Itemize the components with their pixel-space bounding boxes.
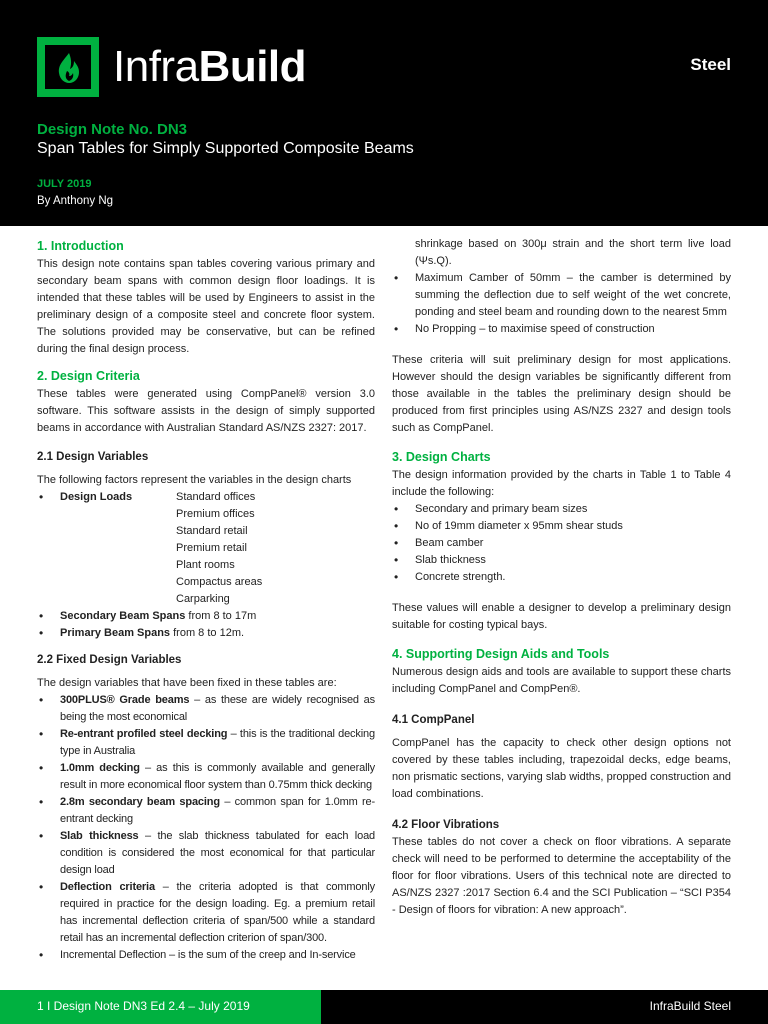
list-item bbox=[37, 625, 375, 642]
author-line: By Anthony Ng bbox=[37, 195, 114, 207]
design-load-item: Premium retail bbox=[176, 542, 247, 554]
primary-spans-text: from 8 to 12m. bbox=[170, 627, 245, 639]
section-heading-design-criteria: 2. Design Criteria bbox=[37, 369, 140, 383]
design-charts-intro: The design information provided by the charts in Table 1 to Table 4 include the following: bbox=[392, 469, 731, 498]
list-item bbox=[37, 947, 375, 964]
list-item bbox=[37, 489, 375, 506]
brand-suffix: Build bbox=[198, 42, 307, 91]
continued-paragraph: shrinkage based on 300μ strain and the short term live load (Ψs.Q). bbox=[415, 238, 731, 267]
footer-page-info: 1 I Design Note DN3 Ed 2.4 – July 2019 bbox=[37, 999, 250, 1013]
flame-logo-icon bbox=[37, 37, 99, 97]
item-text: – as these are widely recognised as being the most economical bbox=[60, 694, 375, 723]
item-label: Deflection criteria bbox=[60, 881, 155, 893]
design-loads-list bbox=[37, 506, 375, 608]
list-item: • Maximum Camber of 50mm – the camber is determined by summing the deflection due to self weight of the wet concrete, ponding and steel beam and rounding down to the nearest 5mm bbox=[392, 270, 731, 321]
list-item bbox=[37, 879, 375, 947]
list-item bbox=[37, 608, 375, 625]
section-heading-design-charts: 3. Design Charts bbox=[392, 450, 491, 464]
secondary-spans-text: from 8 to 17m bbox=[185, 610, 257, 622]
list-item: • Secondary and primary beam sizes bbox=[392, 501, 731, 518]
list-item bbox=[37, 760, 375, 794]
item-label: 1.0mm decking bbox=[60, 762, 140, 774]
brand-prefix: Infra bbox=[113, 42, 199, 91]
design-charts-list bbox=[392, 501, 731, 586]
list-item: • Beam camber bbox=[392, 535, 731, 552]
fixed-variables-intro: The design variables that have been fixed in these tables are: bbox=[37, 677, 337, 689]
section-heading-introduction: 1. Introduction bbox=[37, 239, 124, 253]
list-item bbox=[37, 726, 375, 760]
item-text: – common span for 1.0mm re-entrant decking bbox=[60, 796, 375, 825]
item-text: – the criteria adopted is that commonly required in practice for the design loading. Eg. a premium retail has incremental deflection criteria of span/500 while a standard retail has an incremental deflection criterion of span/300. bbox=[60, 881, 375, 944]
item-text: Incremental Deflection – is the sum of the creep and In-service bbox=[60, 949, 356, 961]
beam-spans-list bbox=[37, 608, 375, 642]
subheading-comppanel: 4.1 CompPanel bbox=[392, 714, 475, 726]
list-item: • No Propping – to maximise speed of construction bbox=[392, 321, 731, 338]
footer-brand: InfraBuild Steel bbox=[649, 999, 731, 1013]
design-note-title: Span Tables for Simply Supported Composite Beams bbox=[37, 140, 414, 157]
comppanel-paragraph: CompPanel has the capacity to check other design options not covered by these tables including, trapezoidal decks, edge beams, non prismatic sections, varying slab widths, propped construction and load combinations. bbox=[392, 737, 731, 800]
item-text: – this is the traditional decking type in Australia bbox=[60, 728, 375, 757]
section-label: Steel bbox=[690, 55, 731, 74]
right-column bbox=[392, 236, 731, 919]
list-item: • Slab thickness bbox=[392, 552, 731, 569]
list-item bbox=[37, 692, 375, 726]
fixed-variables-list bbox=[37, 692, 375, 964]
item-label: 300PLUS® Grade beams bbox=[60, 694, 190, 706]
infrabuild-logo bbox=[37, 37, 306, 97]
footer-band bbox=[0, 990, 768, 1024]
floor-vibrations-paragraph: These tables do not cover a check on floor vibrations. A separate check will need to be performed to determine the acceptability of the floor for floor vibrations. Users of this technical note are directed to AS/NZS 2327 :2017 Section 6.4 and the SCI Publication – “SCI P354 - Design of floors for vibration: A new approach”. bbox=[392, 836, 731, 916]
design-aids-paragraph: Numerous design aids and tools are available to support these charts including CompPanel and CompPen®. bbox=[392, 666, 731, 695]
subheading-design-variables: 2.1 Design Variables bbox=[37, 451, 149, 463]
list-item bbox=[37, 828, 375, 879]
design-load-item: Standard offices bbox=[176, 491, 256, 503]
left-column bbox=[37, 238, 375, 964]
design-load-item: Compactus areas bbox=[176, 576, 263, 588]
criteria-summary-paragraph: These criteria will suit preliminary design for most applications. However should the design variables be significantly different from those available in the tables the preliminary design should be produced from first principles using AS/NZS 2327 and design tools such as CompPanel. bbox=[392, 354, 731, 434]
secondary-spans-label: Secondary Beam Spans bbox=[60, 610, 186, 622]
section-heading-design-aids: 4. Supporting Design Aids and Tools bbox=[392, 647, 610, 661]
publication-date: JULY 2019 bbox=[37, 178, 92, 190]
design-loads-label: • Design Loads bbox=[60, 491, 133, 503]
subheading-floor-vibrations: 4.2 Floor Vibrations bbox=[392, 819, 500, 831]
design-note-number: Design Note No. DN3 bbox=[37, 121, 188, 138]
design-load-item: Plant rooms bbox=[176, 559, 235, 571]
brand-wordmark bbox=[113, 42, 307, 91]
list-item: • No of 19mm diameter x 95mm shear studs bbox=[392, 518, 731, 535]
subheading-fixed-design-variables: 2.2 Fixed Design Variables bbox=[37, 654, 182, 666]
design-load-item: Standard retail bbox=[176, 525, 248, 537]
design-criteria-paragraph: These tables were generated using CompPanel® version 3.0 software. This software assists in the design of simply supported beams in accordance with Australian Standard AS/NZS 2327: 2017. bbox=[37, 388, 375, 434]
design-charts-outro: These values will enable a designer to develop a preliminary design suitable for costing typical bays. bbox=[392, 602, 731, 631]
item-label: 2.8m secondary beam spacing bbox=[60, 796, 220, 808]
list-item: • Concrete strength. bbox=[392, 569, 731, 586]
design-variables-intro: The following factors represent the variables in the design charts bbox=[37, 474, 352, 486]
criteria-bullets bbox=[392, 270, 731, 338]
design-load-item: Carparking bbox=[176, 593, 230, 605]
item-text: – as this is commonly available and generally result in more economical floor system than 0.75mm thick decking bbox=[60, 762, 376, 791]
design-load-item: Premium offices bbox=[176, 508, 255, 520]
item-text: – the slab thickness tabulated for each load condition is considered the most economical for that particular design load bbox=[60, 830, 376, 876]
primary-spans-label: Primary Beam Spans bbox=[60, 627, 171, 639]
item-label: Slab thickness bbox=[60, 830, 139, 842]
design-variables-list bbox=[37, 489, 375, 506]
list-item bbox=[37, 794, 375, 828]
introduction-paragraph: This design note contains span tables covering various primary and secondary beam spans with common design floor loadings. It is intended that these tables will be used by Engineers to assist in the preliminary design of a composite steel and concrete floor system. The solutions provided may be conservative, but can be refined during the final design process. bbox=[37, 258, 375, 355]
item-label: Re-entrant profiled steel decking bbox=[60, 728, 228, 740]
header-band bbox=[0, 0, 768, 226]
